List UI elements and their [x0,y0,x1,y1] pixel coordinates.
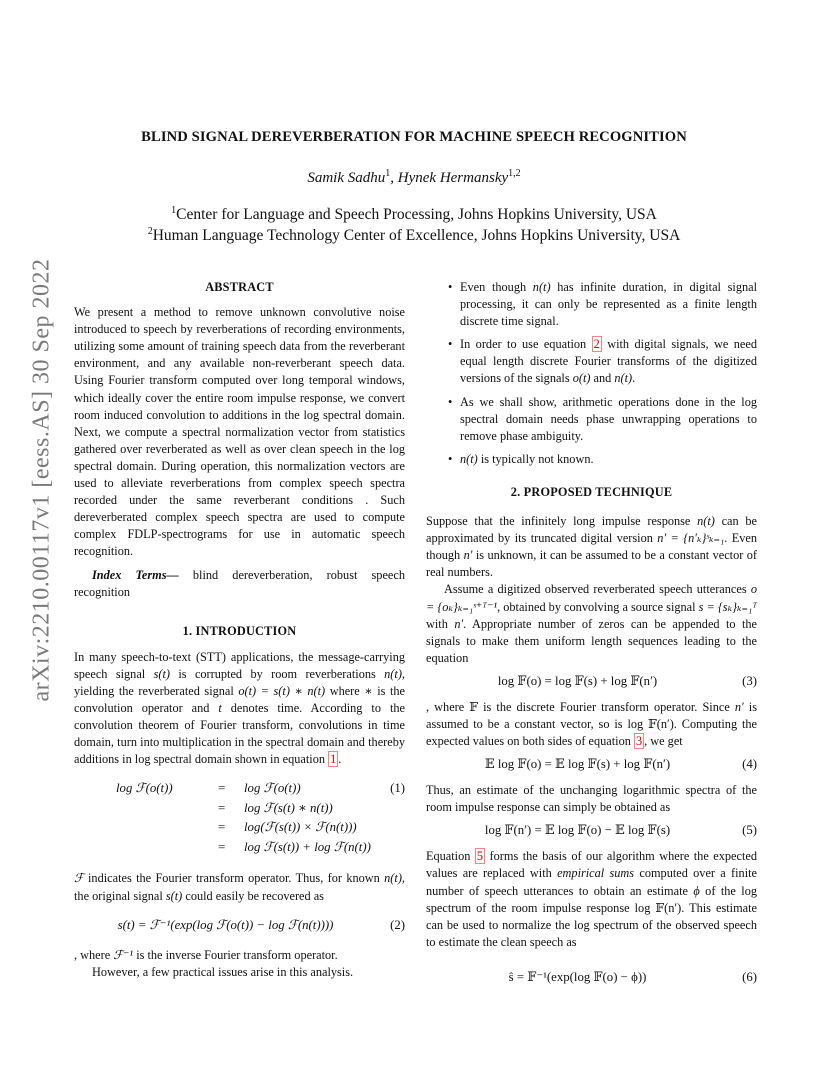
equation-rhs: log ℱ(o(t)) [244,781,301,796]
text-run: is unknown, it can be assumed to be a constant vector of real numbers. [426,548,758,580]
inline-math: n′ [454,616,464,631]
affiliation-text: Center for Language and Speech Processing, Johns Hopkins University, USA [176,206,657,224]
proposed-paragraph: Thus, an estimate of the unchanging logarithmic spectra of the room impulse response can simply be obtained as [426,783,757,815]
abstract-text: We present a method to remove unknown convolutive noise introduced to speech by reverberations of recording environments, utilizing some amount of training speech data from the reverberant environment, and any available non-reverberant speech data. Using Fourier transform computed over long temporal windows, which ideally cover the entire room impulse response, we convert room induced convolution to additions in the log spectral domain. Next, we compute a spectral normalization vector from statistics gathered over reverberated as well as over clean speech in the log spectral domain. During operation, this normalization vectors are used to alleviate reverberations from complex speech spectra recorded under the same reverberant conditions . Such dereverberated complex speech spectra are used to compute complex FDLP-spectrograms for use in automatic speech recognition. [74,305,405,559]
introduction-paragraph [74,870,405,904]
introduction-heading: 1. INTRODUCTION [182,623,297,638]
inline-math: log 𝔽(n′) [627,716,674,731]
inline-math: n(t) [384,871,402,886]
text-run: could easily be recovered as [182,888,324,903]
inline-math: n′ [734,699,744,714]
text-run: is typically not known. [477,451,594,466]
text-run: where [325,683,365,698]
text-run: Even though [460,280,533,294]
proposed-paragraph [426,848,757,951]
equation-number: (2) [390,917,405,932]
proposed-paragraph [426,699,757,750]
proposed-paragraph [426,581,757,666]
arxiv-identifier: arXiv:2210.00117v1 [eess.AS] 30 Sep 2022 [28,258,55,702]
inline-math: 𝔽 [469,699,479,714]
text-run: is the inverse Fourier transform operator. [133,947,338,962]
text-run: . This estimate can be used to normalize the log spectrum of the observed speech to estimate the clean speech as [426,900,757,949]
text-run: , yielding the reverberated signal [74,666,405,698]
text-run: , we get [644,734,683,749]
equation-relation: = [218,839,226,854]
author-name: Samik Sadhu [307,170,386,186]
text-run: of the log spectrum of the room impulse response [426,883,757,915]
issues-list [426,279,757,468]
author-separator: , [390,170,398,186]
text-run: In order to use equation [460,337,592,352]
list-item [426,451,757,468]
left-column [74,279,405,981]
affiliation-1 [0,205,828,224]
text-run: In many speech-to-text (STT) applications, the message-carrying speech signal [74,649,405,681]
equation-number: (1) [390,781,405,796]
equation-body: ŝ = 𝔽⁻¹(exp(log 𝔽(o) − ϕ)) [508,969,647,984]
text-run: As we shall show, arithmetic operations done in the log spectral domain needs phase unwrapping operations to remove phase ambiguity. [460,394,757,443]
equation-link[interactable]: 5 [476,849,484,864]
affiliation-mark: 1 [171,205,177,216]
equation-row [74,800,405,820]
inline-math: n(t) [532,280,551,294]
equation-5 [426,822,757,842]
text-run: and [590,371,615,386]
inline-math: ℱ⁻¹ [113,947,134,962]
affiliation-2 [0,226,828,245]
list-item [426,394,757,445]
paper-title: BLIND SIGNAL DEREVERBERATION FOR MACHINE SPEECH RECOGNITION [141,129,687,145]
equation-relation: = [218,800,226,815]
author-affiliation-mark: 1,2 [508,168,521,179]
equation-body: 𝔼 log 𝔽(o) = 𝔼 log 𝔽(s) + log 𝔽(n′) [484,757,671,772]
equation-rhs: log ℱ(s(t)) + log ℱ(n(t)) [244,839,371,854]
emphasis-text: empirical sums [557,866,635,881]
text-run: , obtained by convolving a source signal [497,599,699,614]
text-run: indicates the Fourier transform operator. Thus, for known [83,871,385,886]
text-run: , the original signal [74,871,405,903]
equation-4 [426,756,757,776]
text-run: with [426,616,455,631]
introduction-paragraph [74,649,405,769]
equation-number: (6) [742,969,757,984]
equation-2 [74,917,405,937]
text-run: , where [426,699,470,714]
equation-row [74,819,405,839]
equation-row [74,839,405,859]
equation-3 [426,673,757,693]
inline-math: n′ = {n′ₖ}ˢₖ₌₁ [657,531,725,546]
introduction-paragraph [74,947,405,964]
inline-math: n(t) [384,666,402,681]
inline-math: t [218,701,222,716]
introduction-paragraph: However, a few practical issues arise in this analysis. [92,964,354,979]
equation-link[interactable]: 1 [330,752,337,767]
list-item [426,279,757,330]
equation-number: (3) [742,673,757,688]
text-run: is the convolution operator and [74,683,405,716]
inline-math: o = {oₖ}ₖ₌₁ˢ⁺ᵀ⁻¹ [426,582,757,614]
inline-math: n(t) [697,514,715,529]
equation-body: log 𝔽(o) = log 𝔽(s) + log 𝔽(n′) [497,673,658,688]
equation-rhs: log ℱ(s(t) ∗ n(t)) [244,800,333,815]
inline-math: ℱ [74,871,84,886]
index-terms-label: Index Terms— [92,567,179,582]
author-name: Hynek Hermansky [397,170,509,186]
text-run: has infinite duration, in digital signal processing, it can only be represented as a finite length discrete time signal. [460,280,757,329]
text-run: is the discrete Fourier transform operator. Since [478,699,735,714]
inline-math: s = {sₖ}ₖ₌₁ᵀ [698,599,757,614]
text-run: . [632,371,636,386]
text-run: with digital signals, we need equal length discrete Fourier transforms of the digitized versions of the signals [460,337,757,386]
inline-math: ∗ [364,683,373,698]
equation-body: s(t) = ℱ⁻¹(exp(log ℱ(o(t)) − log ℱ(n(t)))) [117,917,334,932]
equation-body: log 𝔽(n′) = 𝔼 log 𝔽(o) − 𝔼 log 𝔽(s) [484,823,671,838]
inline-math: log 𝔽(n′) [634,900,682,915]
text-run: is assumed to be a constant vector, so is [426,699,758,731]
inline-math: n′ [463,548,473,563]
equation-row [74,780,405,800]
text-run: Suppose that the infinitely long impulse response [426,514,698,529]
text-run: . Computing the expected values on both sides of equation [426,716,757,749]
author-line [0,168,828,187]
text-run: , where [74,947,114,962]
inline-math: o(t) = s(t) ∗ n(t) [238,683,326,698]
text-run: . [338,752,342,767]
list-item [426,336,757,387]
index-terms [74,567,405,601]
equation-link[interactable]: 3 [635,734,643,749]
inline-math: o(t) [572,371,591,386]
author-affiliation-mark: 1 [385,168,391,179]
affiliation-mark: 2 [147,226,153,237]
inline-math: s(t) [153,666,170,681]
equation-lhs: log ℱ(o(t)) [116,781,173,796]
text-run: . Even though [426,531,757,563]
equation-relation: = [218,781,226,796]
arxiv-sidebar-stamp [22,258,62,702]
equation-rhs: log(ℱ(s(t)) × ℱ(n(t))) [244,820,357,835]
equation-relation: = [218,820,226,835]
inline-math: s(t) [165,888,183,903]
text-run: forms the basis of our algorithm where the expected values are replaced with [426,849,757,881]
text-run: is corrupted by room reverberations [170,666,385,681]
affiliation-text: Human Language Technology Center of Excellence, Johns Hopkins University, USA [152,227,681,245]
equation-1 [74,780,405,858]
right-column [426,279,757,989]
equation-number: (4) [742,757,757,772]
equation-6 [426,969,757,989]
text-run: . Appropriate number of zeros can be appended to the signals to make them uniform length sequences leading to the equation [426,616,758,665]
index-terms-text: blind dereverberation, robust speech recognition [74,567,405,599]
inline-math: n(t) [614,371,633,386]
text-run: computed over a finite number of speech utterances to obtain an estimate [426,866,757,898]
abstract-heading: ABSTRACT [205,280,274,294]
equation-link[interactable]: 2 [593,337,600,352]
inline-math: ϕ [693,883,700,898]
equation-number: (5) [742,823,757,838]
text-run: Assume a digitized observed reverberated speech utterances [444,582,751,597]
text-run: denotes time. According to the convolution theorem of Fourier transform, convolutions in time domain, turn into multiplication in the spectral domain and thereby additions in log spectral domain shown in equation [74,701,405,767]
proposed-technique-heading: 2. PROPOSED TECHNIQUE [510,484,673,499]
inline-math: n(t) [460,451,478,466]
proposed-paragraph [426,513,757,581]
text-run: Equation [426,849,475,864]
text-run: can be approximated by its truncated digital version [426,514,757,546]
